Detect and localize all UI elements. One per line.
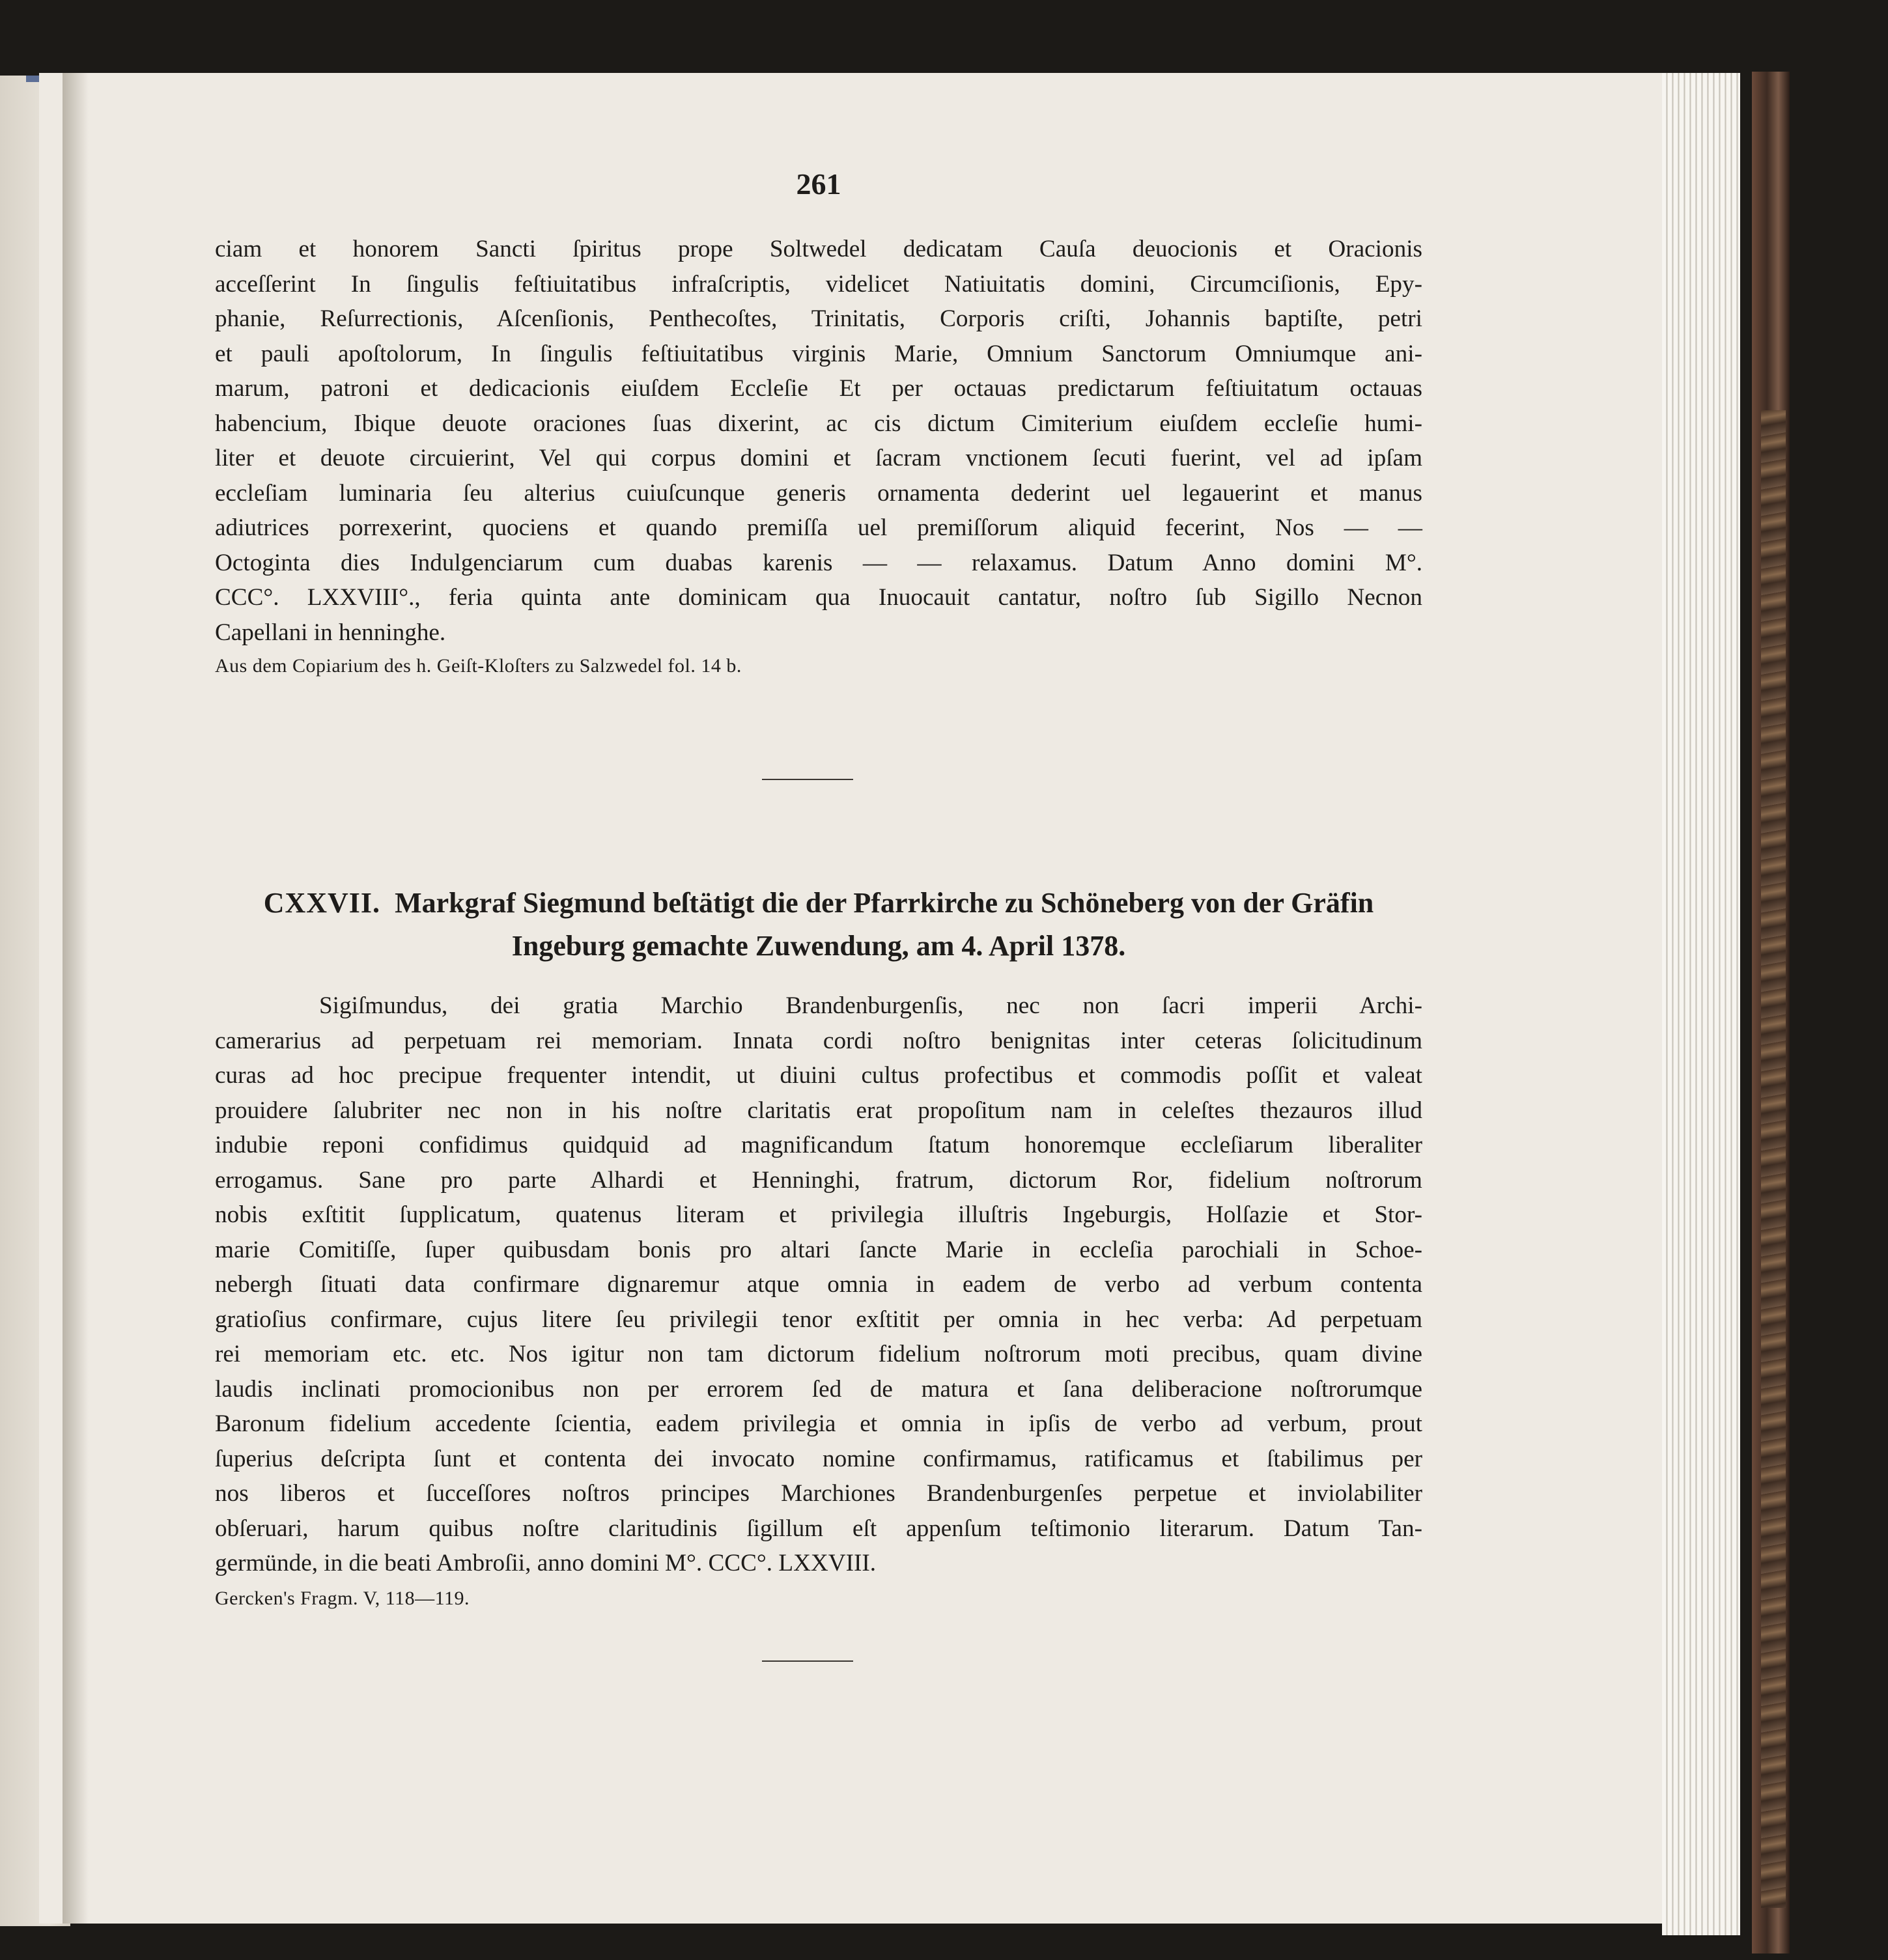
document-number: CXXVII. — [263, 887, 381, 919]
source-note-copiarium: Aus dem Copiarium des h. Geiſt-Kloſters zu Salzwedel fol. 14 b. — [215, 655, 742, 677]
page-gutter-shadow — [63, 73, 89, 1924]
text-line: Capellani in henninghe. — [215, 619, 446, 646]
cover-marbling — [1761, 410, 1786, 1908]
page-edge-stack — [1662, 73, 1740, 1935]
text-line: curas ad hoc precipue frequenter intendit, ut diuini cultus profectibus et commodis poſſit et valeat — [215, 1062, 1422, 1089]
text-line: errogamus. Sane pro parte Alhardi et Henninghi, fratrum, dictorum Ror, fidelium noſtrorum — [215, 1166, 1422, 1194]
text-line: ſuperius deſcripta ſunt et contenta dei invocato nomine confirmamus, ratificamus et ſtabilimus per — [215, 1445, 1422, 1472]
text-line: et pauli apoſtolorum, In ſingulis feſtiuitatibus virginis Marie, Omnium Sanctorum Omniumque ani- — [215, 340, 1422, 367]
text-line: gratioſius confirmare, cujus litere ſeu privilegii tenor exſtitit per omnia in hec verba: Ad perpetuam — [215, 1306, 1422, 1333]
text-line: Baronum fidelium accedente ſcientia, eadem privilegia et omnia in ipſis de verbo ad verbum, prout — [215, 1410, 1422, 1437]
text-line: Octoginta dies Indulgenciarum cum duabas karenis — — relaxamus. Datum Anno domini M°. — [215, 549, 1422, 576]
text-line: adiutrices porrexerint, quociens et quando premiſſa uel premiſſorum aliquid fecerint, Nos — — — [215, 514, 1422, 541]
text-line: indubie reponi confidimus quidquid ad magnificandum ſtatum honoremque eccleſiarum liberaliter — [215, 1132, 1422, 1158]
source-note-gercken: Gercken's Fragm. V, 118—119. — [215, 1588, 470, 1609]
heading-line-1: Markgraf Siegmund beſtätigt die der Pfarrkirche zu Schöneberg von der Gräfin — [395, 887, 1374, 919]
text-line: marie Comitiſſe, ſuper quibusdam bonis pro altari ſancte Marie in eccleſia parochiali in Schoe- — [215, 1236, 1422, 1263]
text-line: laudis inclinati promocionibus non per errorem ſed de matura et ſana deliberacione noſtrorumque — [215, 1375, 1422, 1403]
paragraph-charter-continuation — [215, 232, 1422, 650]
text-line: marum, patroni et dedicacionis eiuſdem Eccleſie Et per octauas predictarum feſtiuitatum octauas — [215, 375, 1422, 402]
text-line: ciam et honorem Sancti ſpiritus prope Soltwedel dedicatam Cauſa deuocionis et Oracionis — [215, 236, 1422, 262]
paragraph-charter-sigismund — [215, 988, 1422, 1581]
text-line: habencium, Ibique deuote oraciones ſuas dixerint, ac cis dictum Cimiterium eiuſdem eccleſie humi- — [215, 410, 1422, 437]
heading-line-2: Ingeburg gemachte Zuwendung, am 4. April 1378. — [511, 930, 1126, 962]
page-number: 261 — [796, 167, 841, 201]
text-line: rei memoriam etc. etc. Nos igitur non tam dictorum fidelium noſtrorum moti precibus, quam divine — [215, 1341, 1422, 1367]
text-line: prouidere ſalubriter nec non in his noſtre claritatis erat propoſitum nam in celeſtes thezauros illud — [215, 1097, 1422, 1124]
closing-divider — [762, 1660, 853, 1662]
text-line: phanie, Reſurrectionis, Aſcenſionis, Penthecoſtes, Trinitatis, Corporis criſti, Johannis baptiſte, petri — [215, 305, 1422, 332]
text-line: acceſſerint In ſingulis feſtiuitatibus infraſcriptis, videlicet Natiuitatis domini, Circumciſionis, Epy- — [215, 270, 1422, 298]
text-line: Sigiſmundus, dei gratia Marchio Brandenburgenſis, nec non ſacri imperii Archi- — [319, 992, 1422, 1019]
document-heading — [215, 882, 1422, 968]
text-line: liter et deuote circuierint, Vel qui corpus domini et ſacram vnctionem ſecuti fuerint, vel ad ipſam — [215, 445, 1422, 471]
text-line: germünde, in die beati Ambroſii, anno domini M°. CCC°. LXXVIII. — [215, 1550, 877, 1576]
text-line: eccleſiam luminaria ſeu alterius cuiuſcunque generis ornamenta dederint uel legauerint et manus — [215, 479, 1422, 507]
text-line: nos liberos et ſucceſſores noſtros principes Marchiones Brandenburgenſes perpetue et inviolabiliter — [215, 1480, 1422, 1507]
text-line: nobis exſtitit ſupplicatum, quatenus literam et privilegia illuſtris Ingeburgis, Holſazie et Stor- — [215, 1201, 1422, 1228]
text-line: camerarius ad perpetuam rei memoriam. Innata cordi noſtro benignitas inter ceteras ſolicitudinum — [215, 1027, 1422, 1054]
section-divider — [762, 779, 853, 780]
text-line: nebergh ſituati data confirmare dignaremur atque omnia in eadem de verbo ad verbum contenta — [215, 1271, 1422, 1298]
text-line: CCC°. LXXVIII°., feria quinta ante dominicam qua Inuocauit cantatur, noſtro ſub Sigillo Necnon — [215, 584, 1422, 611]
text-line: obſeruari, harum quibus noſtre claritudinis ſigillum eſt appenſum teſtimonio literarum. Datum Tan- — [215, 1515, 1422, 1542]
